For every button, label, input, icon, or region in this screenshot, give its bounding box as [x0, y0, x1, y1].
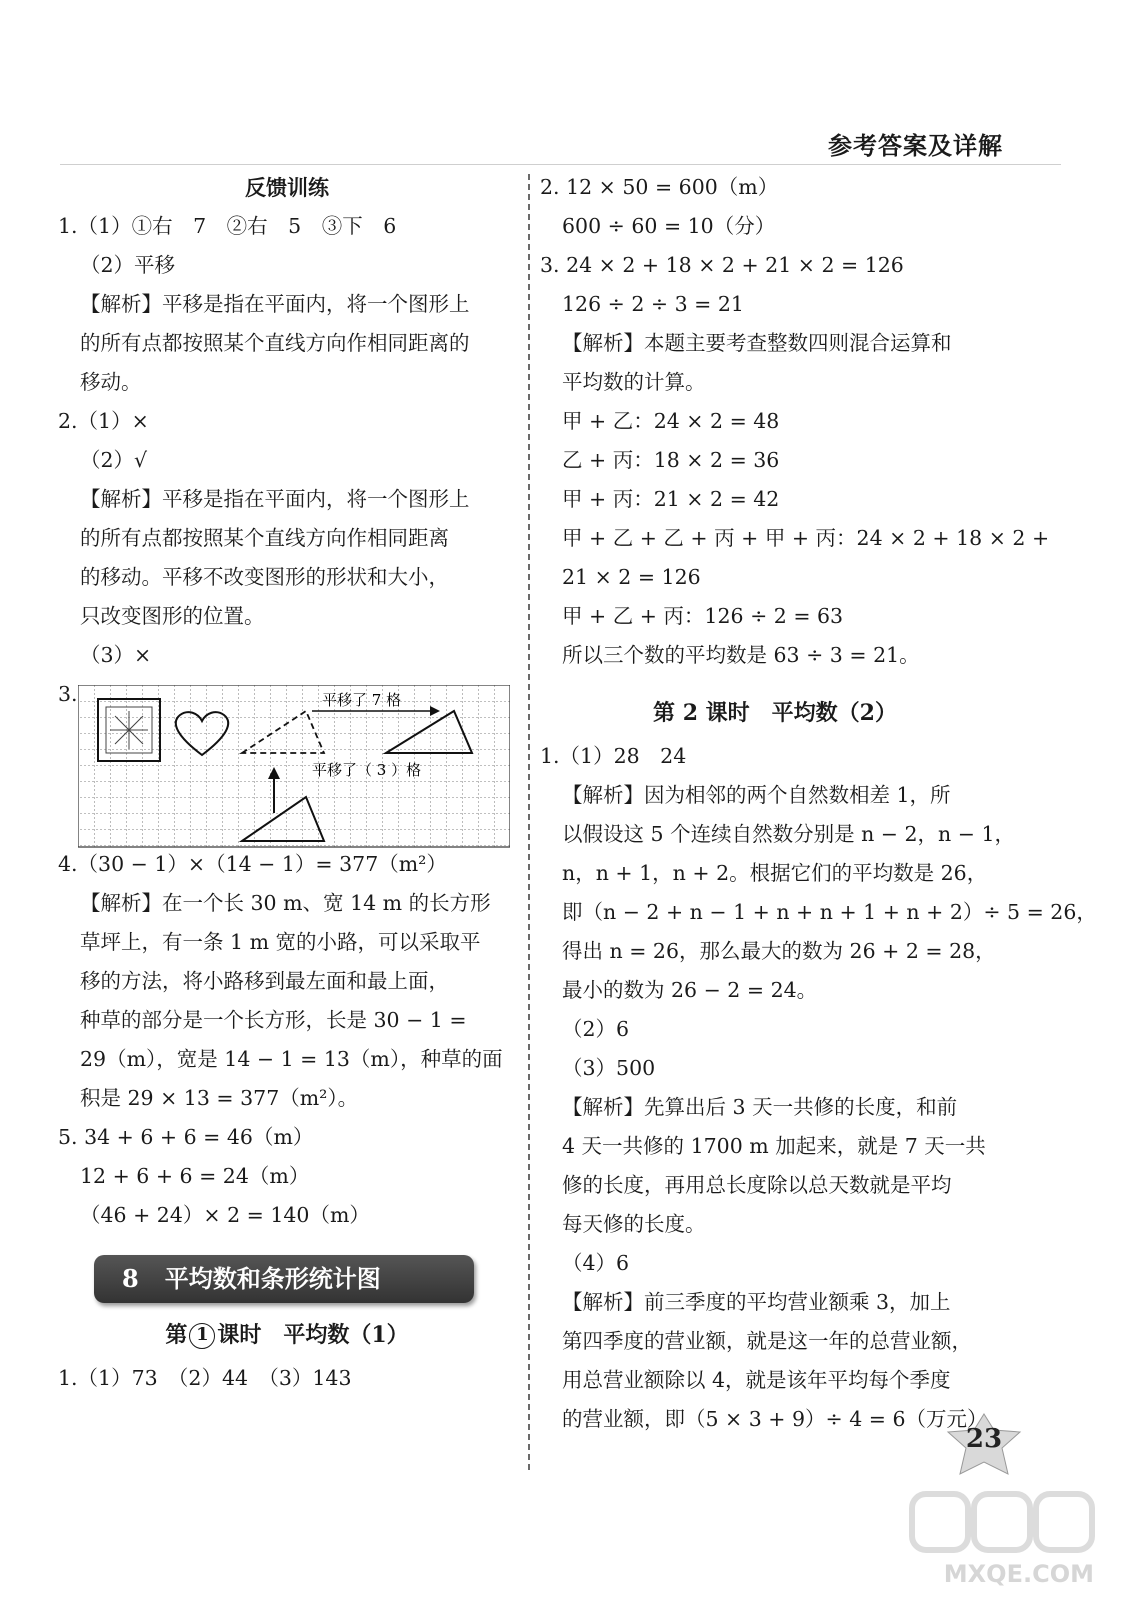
question-number: 3.: [58, 682, 78, 706]
explanation-line: 4 天一共修的 1700 m 加起来，就是 7 天一共: [562, 1134, 986, 1158]
page-header-title: 参考答案及详解: [828, 131, 1003, 160]
answer-line: 600 ÷ 60 = 10（分）: [562, 214, 776, 238]
chapter-banner: [94, 1255, 474, 1303]
answer-line: 1.（1）73 （2）44 （3）143: [58, 1366, 352, 1390]
explanation-line: 最小的数为 26 − 2 = 24。: [562, 978, 818, 1002]
lesson-prefix: 第: [165, 1322, 188, 1348]
watermark-logo-icon: [902, 1486, 1102, 1566]
answer-line: [58, 207, 516, 246]
answer-line: （3）500: [562, 1056, 656, 1080]
circled-number: ②: [226, 214, 248, 238]
circled-number: ①: [131, 214, 153, 238]
explanation-line: 甲 + 乙 + 乙 + 丙 + 甲 + 丙：24 × 2 + 18 × 2 +: [562, 526, 1050, 550]
lesson-title: [58, 1311, 516, 1359]
explanation-line: 乙 + 丙：18 × 2 = 36: [562, 448, 780, 472]
explanation-line: 用总营业额除以 4，就是该年平均每个季度: [562, 1368, 951, 1392]
explanation-line: 【解析】本题主要考查整数四则混合运算和: [562, 331, 952, 355]
explanation-line: 甲 + 丙：21 × 2 = 42: [562, 487, 780, 511]
explanation-line: 移动。: [80, 370, 142, 394]
explanation-line: 的营业额，即（5 × 3 + 9）÷ 4 = 6（万元）。: [562, 1407, 998, 1431]
chapter-number: 8: [122, 1264, 139, 1293]
explanation-line: n，n + 1，n + 2。根据它们的平均数是 26，: [562, 861, 988, 885]
explanation-line: 移的方法，将小路移到最左面和最上面，: [80, 969, 449, 993]
explanation-line: 甲 + 乙 + 丙：126 ÷ 2 = 63: [562, 604, 844, 628]
answer-line: 2.（1）×: [58, 409, 149, 433]
right-column: [540, 168, 1097, 1439]
explanation-line: 以假设这 5 个连续自然数分别是 n − 2，n − 1，: [562, 822, 1016, 846]
explanation-line: 种草的部分是一个长方形，长是 30 − 1 =: [80, 1008, 467, 1032]
watermark-text: MXQE.COM: [943, 1560, 1094, 1588]
explanation-line: 【解析】前三季度的平均营业额乘 3，加上: [562, 1290, 951, 1314]
explanation-line: 即（n − 2 + n − 1 + n + n + 1 + n + 2）÷ 5 = 26，: [562, 900, 1097, 924]
explanation-line: 【解析】因为相邻的两个自然数相差 1，所: [562, 783, 951, 807]
lesson-suffix: 课时 平均数（1）: [217, 1322, 409, 1348]
answer-line: （2）6: [562, 1017, 630, 1041]
page-number: 23: [965, 1424, 1003, 1454]
explanation-line: 【解析】平移是指在平面内，将一个图形上: [80, 292, 470, 316]
answer-line: （2）平移: [80, 253, 176, 277]
explanation-line: 的移动。平移不改变图形的形状和大小，: [80, 565, 449, 589]
explanation-line: 甲 + 乙：24 × 2 = 48: [562, 409, 780, 433]
answer-text: 右 5: [247, 214, 322, 238]
explanation-line: 【解析】平移是指在平面内，将一个图形上: [80, 487, 470, 511]
explanation-line: 每天修的长度。: [562, 1212, 706, 1236]
answer-line: （2）√: [80, 448, 148, 472]
explanation-line: 所以三个数的平均数是 63 ÷ 3 = 21。: [562, 643, 920, 667]
grid-area: [78, 685, 510, 847]
explanation-line: 的所有点都按照某个直线方向作相同距离: [80, 526, 449, 550]
answer-line: 1.（1）28 24: [540, 744, 687, 768]
answer-line: 5. 34 + 6 + 6 = 46（m）: [58, 1125, 314, 1149]
explanation-line: 得出 n = 26，那么最大的数为 26 + 2 = 28，: [562, 939, 996, 963]
lesson-title: 第 2 课时 平均数（2）: [653, 700, 897, 726]
answer-line: （4）6: [562, 1251, 630, 1275]
explanation-line: 积是 29 × 13 = 377（m²）。: [80, 1086, 359, 1110]
answer-text: 右 7: [152, 214, 227, 238]
label-moved-3: 平移了（ 3 ）格: [312, 761, 422, 779]
answer-line: 4.（30 − 1）×（14 − 1）= 377（m²）: [58, 852, 447, 876]
answer-line: （46 + 24）× 2 = 140（m）: [80, 1203, 370, 1227]
explanation-line: 平均数的计算。: [562, 370, 706, 394]
answer-text: 1.（1）: [58, 214, 132, 238]
translation-grid-figure: [78, 685, 510, 851]
column-divider: [528, 174, 530, 1470]
answer-text: 下 6: [342, 214, 397, 238]
answer-line: 126 ÷ 2 ÷ 3 = 21: [562, 292, 744, 316]
answer-line: 2. 12 × 50 = 600（m）: [540, 175, 779, 199]
chapter-title: 平均数和条形统计图: [164, 1264, 381, 1293]
explanation-line: 第四季度的营业额，就是这一年的总营业额，: [562, 1329, 972, 1353]
explanation-line: 【解析】在一个长 30 m、宽 14 m 的长方形: [80, 891, 491, 915]
answer-line: 12 + 6 + 6 = 24（m）: [80, 1164, 310, 1188]
header-rule: [60, 164, 1061, 165]
section-title: 反馈训练: [245, 175, 329, 200]
explanation-line: 草坪上，有一条 1 m 宽的小路，可以采取平: [80, 930, 481, 954]
explanation-line: 29（m），宽是 14 − 1 = 13（m），种草的面: [80, 1047, 503, 1071]
circled-number: ③: [321, 214, 343, 238]
label-moved-7: 平移了 7 格: [322, 691, 402, 709]
explanation-line: 修的长度，再用总长度除以总天数就是平均: [562, 1173, 952, 1197]
grid-figure-block: [58, 675, 516, 845]
explanation-line: 的所有点都按照某个直线方向作相同距离的: [80, 331, 470, 355]
answer-line: （3）×: [80, 643, 152, 667]
lesson-number: 1: [189, 1323, 215, 1349]
page-number-badge: [944, 1412, 1024, 1476]
answer-line: 3. 24 × 2 + 18 × 2 + 21 × 2 = 126: [540, 253, 904, 277]
explanation-line: 21 × 2 = 126: [562, 565, 701, 589]
left-column: [58, 168, 516, 1398]
watermark: [902, 1486, 1102, 1590]
explanation-line: 只改变图形的位置。: [80, 604, 265, 628]
explanation-line: 【解析】先算出后 3 天一共修的长度，和前: [562, 1095, 958, 1119]
